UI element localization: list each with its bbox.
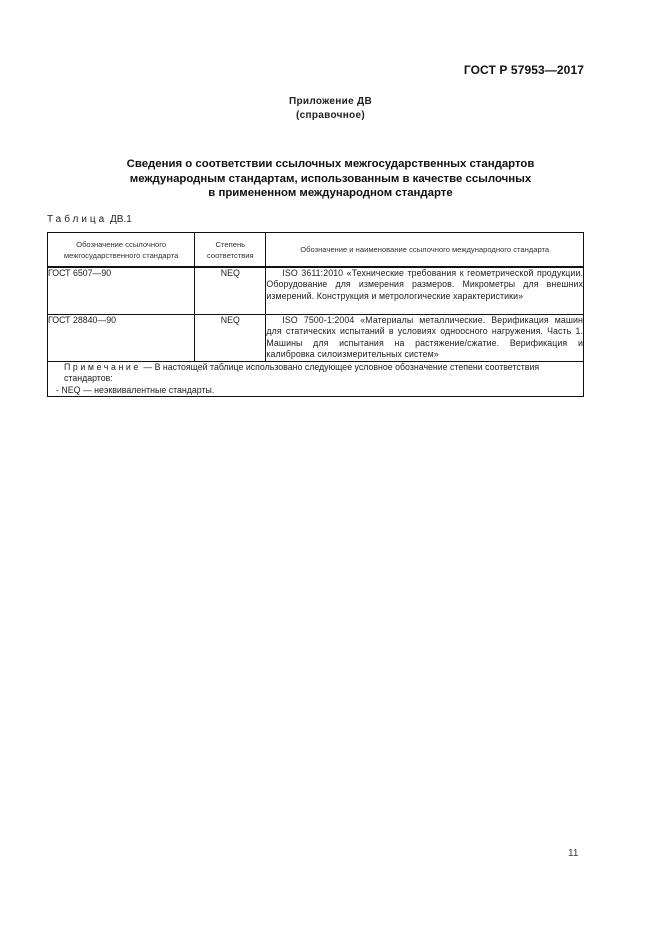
- cell-international: ISO 7500-1:2004 «Материалы металлические. Верификация машин для статических испытаний в условиях одноосного нагружения. Часть 1. Машины для испытания на растяжение/сжатие. Верификация и калибровка силоизмерительных систем»: [266, 315, 584, 362]
- table-label-word: Таблица: [47, 214, 108, 225]
- cell-standard: ГОСТ 6507—90: [48, 267, 195, 315]
- table-label: [47, 214, 132, 225]
- cell-degree: NEQ: [195, 267, 266, 315]
- reference-standards-table: [47, 232, 584, 397]
- appendix-subtitle: (справочное): [296, 110, 365, 121]
- appendix-heading: [0, 95, 661, 123]
- page-number: 11: [568, 848, 579, 859]
- note-text: В настоящей таблице использовано следующее условное обозначение степени соответствия стандартов:: [64, 362, 540, 384]
- cell-standard: ГОСТ 28840—90: [48, 315, 195, 362]
- table-header-row: [48, 233, 584, 268]
- table-row: [48, 267, 584, 315]
- table-row: [48, 315, 584, 362]
- section-title-line: международным стандартам, использованным в качестве ссылочных: [129, 172, 532, 185]
- table-note: Примечание — В настоящей таблице использовано следующее условное обозначение степени соответствия стандартов: - NEQ — неэквивалентные стандарты.: [48, 362, 584, 397]
- cell-international: ISO 3611:2010 «Технические требования к геометрической продукции. Оборудование для измерения размеров. Микрометры для внешних измерений. Конструкция и метрологические характеристики»: [266, 267, 584, 315]
- header-international-standard: Обозначение и наименование ссылочного международного стандарта: [266, 233, 584, 268]
- section-title: [0, 157, 661, 201]
- table-note-row: [48, 362, 584, 397]
- table-label-number: ДВ.1: [110, 214, 132, 225]
- section-title-line: в примененном международном стандарте: [208, 187, 453, 199]
- appendix-title: Приложение ДВ: [289, 96, 372, 107]
- header-interstate-standard: Обозначение ссылочного межгосударственного стандарта: [48, 233, 195, 268]
- note-label: Примечание: [64, 362, 141, 372]
- section-title-line: Сведения о соответствии ссылочных межгосударственных стандартов: [126, 158, 535, 170]
- note-item: - NEQ — неэквивалентные стандарты.: [56, 384, 215, 395]
- header-degree: Степень соответствия: [195, 233, 266, 268]
- document-code: ГОСТ Р 57953—2017: [463, 63, 584, 77]
- cell-degree: NEQ: [195, 315, 266, 362]
